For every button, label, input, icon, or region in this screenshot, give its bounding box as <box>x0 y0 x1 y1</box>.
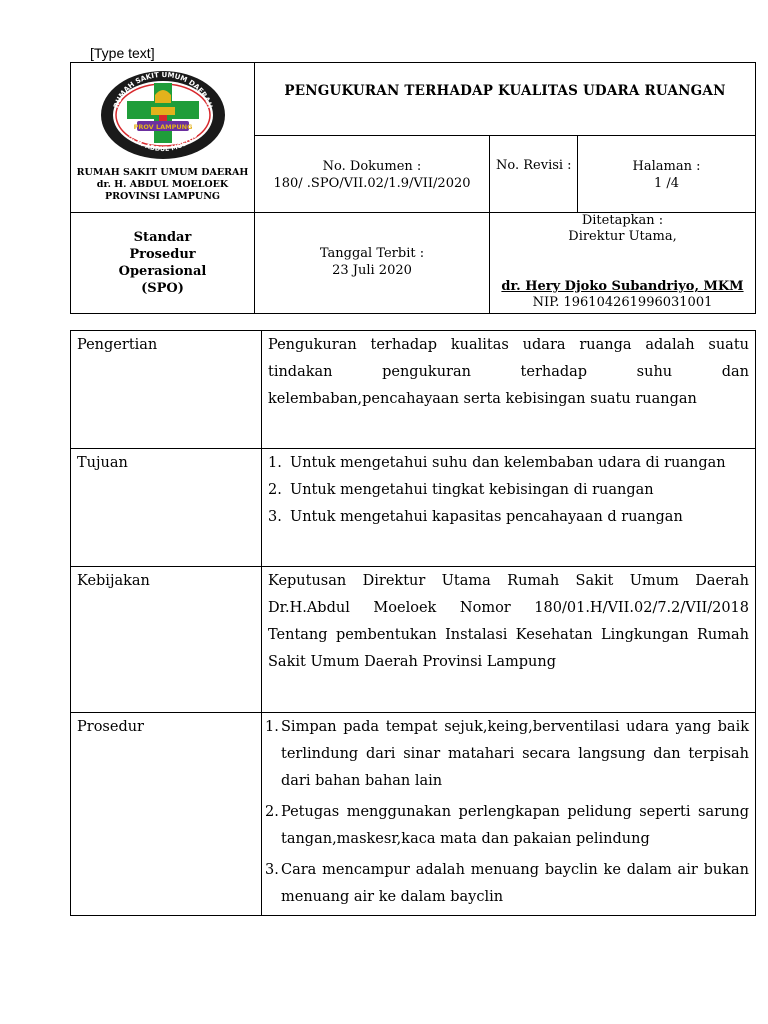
document-title-cell <box>255 63 756 136</box>
kebijakan-line-3: Tentang pembentukan Instalasi Kesehatan Lingkungan Rumah <box>268 627 749 643</box>
list-item: 1. Simpan pada tempat sejuk,keing,berventilasi udara yang baik terlindung dari sinar matahari secara langsung dan terpisah dari bahan bahan lain <box>265 714 749 795</box>
institution-line-2: dr. H. ABDUL MOELOEK <box>96 179 229 190</box>
header-note: [Type text] <box>90 45 155 61</box>
list-item-text: Untuk mengetahui suhu dan kelembaban udara di ruangan <box>290 455 726 471</box>
section-label: Pengertian <box>71 331 262 449</box>
prosedur-list <box>265 714 749 911</box>
list-item: 3. Cara mencampur adalah menuang bayclin ke dalam air bukan menuang air ke dalam bayclin <box>265 857 749 911</box>
list-item-line: tangan,maskesr,kaca mata dan pakaian pelindung <box>281 831 650 847</box>
institution-cell <box>71 63 255 213</box>
section-content-pengertian <box>262 331 756 449</box>
section-label: Prosedur <box>71 713 262 916</box>
section-label: Tujuan <box>71 449 262 567</box>
document-number-label: No. Dokumen : <box>322 159 422 174</box>
institution-line-3: PROVINSI LAMPUNG <box>104 191 221 202</box>
section-row-pengertian <box>71 331 756 449</box>
institution-name <box>71 167 254 203</box>
document-number: 180/ .SPO/VII.02/1.9/VII/2020 <box>273 176 471 191</box>
section-row-kebijakan <box>71 567 756 713</box>
list-item-line: Simpan pada tempat sejuk,keing,berventilasi udara yang baik <box>281 719 749 735</box>
svg-text:PROV LAMPUNG: PROV LAMPUNG <box>133 123 192 131</box>
approval-cell <box>490 213 756 314</box>
director-title: Direktur Utama, <box>568 229 677 244</box>
section-row-prosedur <box>71 713 756 916</box>
established-label: Ditetapkan : <box>581 213 664 228</box>
director-name: dr. Hery Djoko Subandriyo, MKM <box>501 279 744 294</box>
section-content-kebijakan <box>262 567 756 713</box>
list-item: 2. Untuk mengetahui tingkat kebisingan di ruangan <box>268 477 749 504</box>
page-label: Halaman : <box>632 159 701 174</box>
issue-date-label: Tanggal Terbit : <box>319 246 425 261</box>
hospital-logo <box>71 69 254 165</box>
director-nip: NIP. 196104261996031001 <box>532 295 713 310</box>
spo-cell <box>71 213 255 314</box>
section-row-tujuan <box>71 449 756 567</box>
pengertian-line-1: Pengukuran terhadap kualitas udara ruanga adalah suatu <box>268 337 749 353</box>
list-item-text: Untuk mengetahui kapasitas pencahayaan d ruangan <box>290 509 683 525</box>
pengertian-line-2: tindakan pengukuran terhadap suhu dan <box>268 364 749 380</box>
spo-line-4: (SPO) <box>141 281 184 296</box>
document-title: PENGUKURAN TERHADAP KUALITAS UDARA RUANGAN <box>284 83 726 99</box>
institution-line-1: RUMAH SAKIT UMUM DAERAH <box>76 167 249 178</box>
revision-label: No. Revisi : <box>496 158 572 173</box>
list-item-line: Cara mencampur adalah menuang bayclin ke dalam air bukan <box>281 862 749 878</box>
spo-content-table <box>70 330 756 916</box>
list-item: 3. Untuk mengetahui kapasitas pencahayaan d ruangan <box>268 504 749 531</box>
page-value: 1 /4 <box>653 176 680 191</box>
list-item: 2. Petugas menggunakan perlengkapan pelidung seperti sarung tangan,maskesr,kaca mata dan pakaian pelindung <box>265 799 749 853</box>
svg-text:RUMAH SAKIT UMUM DAERAH: RUMAH SAKIT UMUM DAERAH <box>111 70 214 110</box>
list-item-line: terlindung dari sinar matahari secara langsung dan terpisah <box>281 746 749 762</box>
list-item-line: menuang air ke dalam bayclin <box>281 889 504 905</box>
list-item-line: dari bahan bahan lain <box>281 773 443 789</box>
section-content-prosedur <box>262 713 756 916</box>
document-number-cell <box>255 136 490 213</box>
kebijakan-line-4: Sakit Umum Daerah Provinsi Lampung <box>268 654 557 670</box>
section-label: Kebijakan <box>71 567 262 713</box>
page-cell <box>578 136 756 213</box>
issue-date: 23 Juli 2020 <box>332 263 412 278</box>
kebijakan-line-1: Keputusan Direktur Utama Rumah Sakit Umum Daerah <box>268 573 749 589</box>
list-item-line: Petugas menggunakan perlengkapan pelidung seperti sarung <box>281 804 749 820</box>
tujuan-list <box>268 450 749 531</box>
issue-date-cell <box>255 213 490 314</box>
list-item-text: Untuk mengetahui tingkat kebisingan di ruangan <box>290 482 654 498</box>
spo-header-table <box>70 62 756 314</box>
spo-line-3: Operasional <box>118 264 207 279</box>
revision-cell <box>490 136 578 213</box>
spo-line-2: Prosedur <box>129 247 196 262</box>
list-item: 1. Untuk mengetahui suhu dan kelembaban udara di ruangan <box>268 450 749 477</box>
hospital-logo-icon <box>99 69 227 161</box>
kebijakan-line-2: Dr.H.Abdul Moeloek Nomor 180/01.H/VII.02/7.2/VII/2018 <box>268 600 749 616</box>
spo-line-1: Standar <box>133 230 192 245</box>
section-content-tujuan <box>262 449 756 567</box>
svg-text:DR. H. ABDUL MOELOEK: DR. H. ABDUL MOELOEK <box>123 127 202 154</box>
pengertian-line-3: kelembaban,pencahayaan serta kebisingan suatu ruangan <box>268 391 697 407</box>
